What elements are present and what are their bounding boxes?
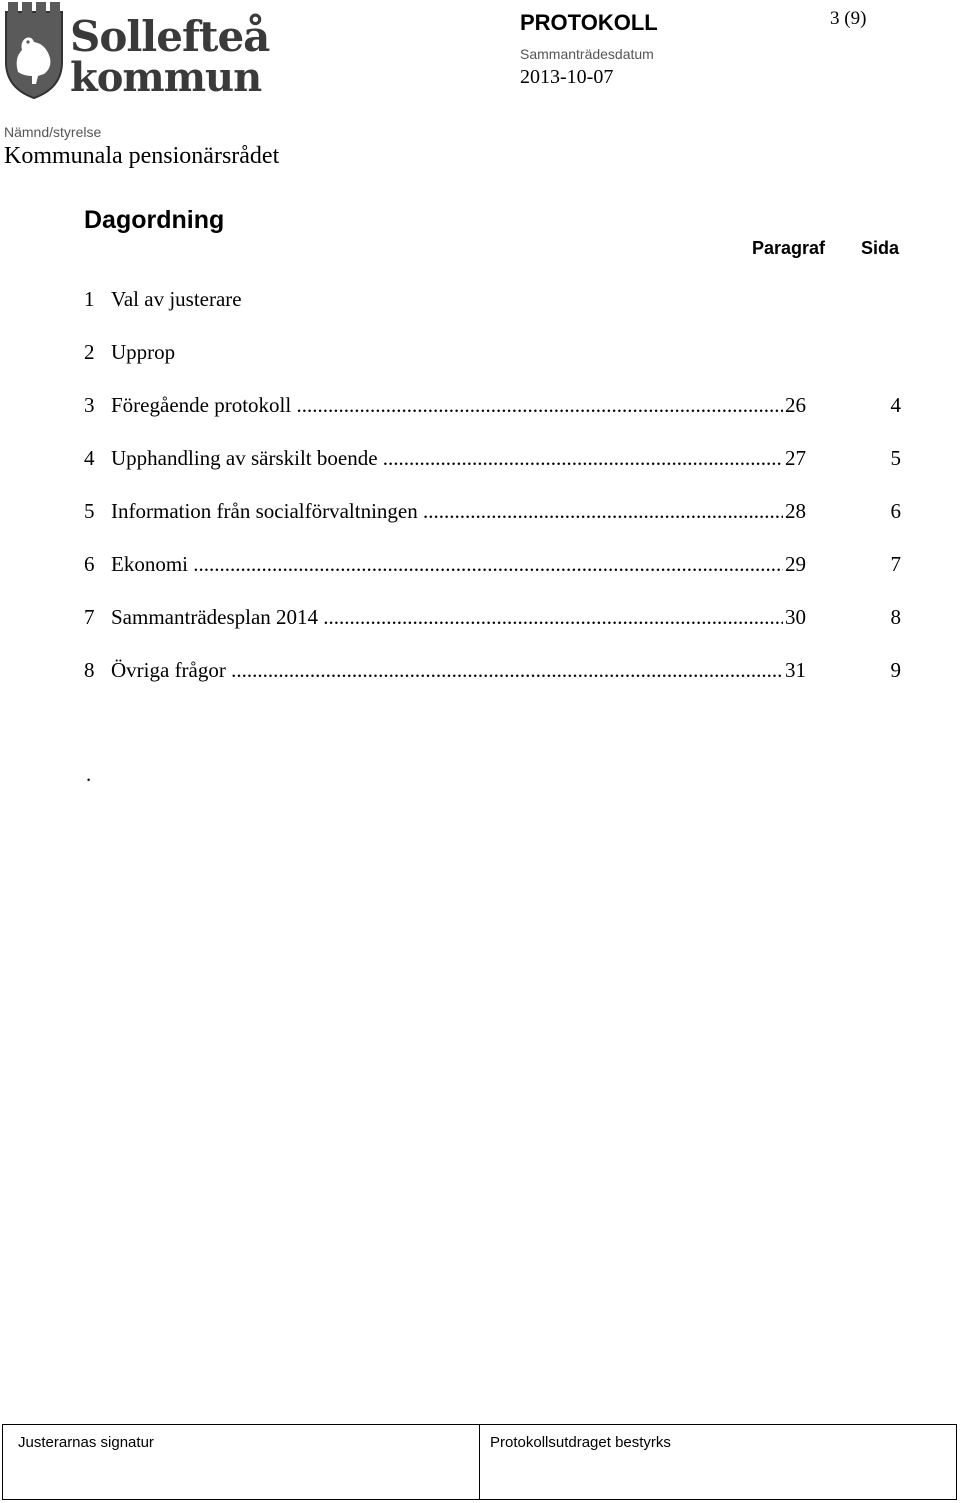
footer-divider [479, 1425, 480, 1499]
agenda-item [84, 393, 904, 419]
agenda-title: Dagordning [84, 206, 225, 234]
agenda-item-number: 8 [84, 658, 95, 682]
agenda-item-page: 9 [890, 658, 901, 682]
agenda-item-title: Information från socialförvaltningen ..... [111, 499, 806, 524]
agenda-item-title: Upphandling av särskilt boende ..... [111, 446, 806, 471]
agenda-item-number: 2 [84, 340, 95, 364]
board-label: Nämnd/styrelse [4, 124, 102, 140]
stray-text: . [86, 762, 92, 786]
agenda-item [84, 605, 904, 631]
agenda-item-number: 1 [84, 287, 95, 311]
agenda-item-page: 4 [890, 393, 901, 417]
agenda-item-paragraf: 31 [785, 658, 806, 682]
agenda-item-number: 6 [84, 552, 95, 576]
agenda-item [84, 552, 904, 578]
document-type: PROTOKOLL [520, 10, 658, 35]
agenda-item-paragraf: 30 [785, 605, 806, 629]
board-name: Kommunala pensionärsrådet [4, 143, 280, 169]
agenda-item-title: Ekonomi ..... [111, 552, 806, 577]
agenda-item-number: 7 [84, 605, 95, 629]
column-header-sida: Sida [861, 238, 900, 258]
logo-line-2: kommun [70, 54, 262, 101]
agenda-item-number: 5 [84, 499, 95, 523]
agenda-item-number: 3 [84, 393, 95, 417]
agenda-item-paragraf: 27 [785, 446, 806, 470]
agenda-item [84, 658, 904, 684]
agenda-item-page: 8 [890, 605, 901, 629]
agenda-item [84, 287, 904, 313]
agenda-item-page: 6 [890, 499, 901, 523]
agenda-item-paragraf: 26 [785, 393, 806, 417]
logo-line-1: Sollefteå [70, 12, 270, 61]
agenda-item-page: 5 [890, 446, 901, 470]
agenda-item [84, 446, 904, 472]
agenda-item-title: Sammanträdesplan 2014 ..... [111, 605, 806, 630]
column-header-paragraf: Paragraf [752, 238, 826, 258]
coat-of-arms-icon [2, 2, 66, 102]
agenda-item-title: Övriga frågor ..... [111, 658, 806, 683]
agenda-item-page: 7 [890, 552, 901, 576]
agenda-item-number: 4 [84, 446, 95, 470]
agenda-item-title: Föregående protokoll ..... [111, 393, 806, 418]
page-number: 3 (9) [830, 8, 867, 29]
agenda-item-paragraf: 29 [785, 552, 806, 576]
meeting-date: 2013-10-07 [520, 66, 614, 88]
signature-footer [2, 1424, 957, 1500]
municipality-logo [2, 2, 270, 102]
extract-certified-label: Protokollsutdraget bestyrks [490, 1434, 671, 1451]
agenda-item-title: Val av justerare [111, 287, 242, 311]
agenda-item [84, 340, 904, 366]
agenda-item-title: Upprop [111, 340, 176, 364]
agenda-item-paragraf: 28 [785, 499, 806, 523]
adjusters-signature-label: Justerarnas signatur [18, 1434, 154, 1451]
agenda-item [84, 499, 904, 525]
meeting-date-label: Sammanträdesdatum [520, 46, 654, 62]
